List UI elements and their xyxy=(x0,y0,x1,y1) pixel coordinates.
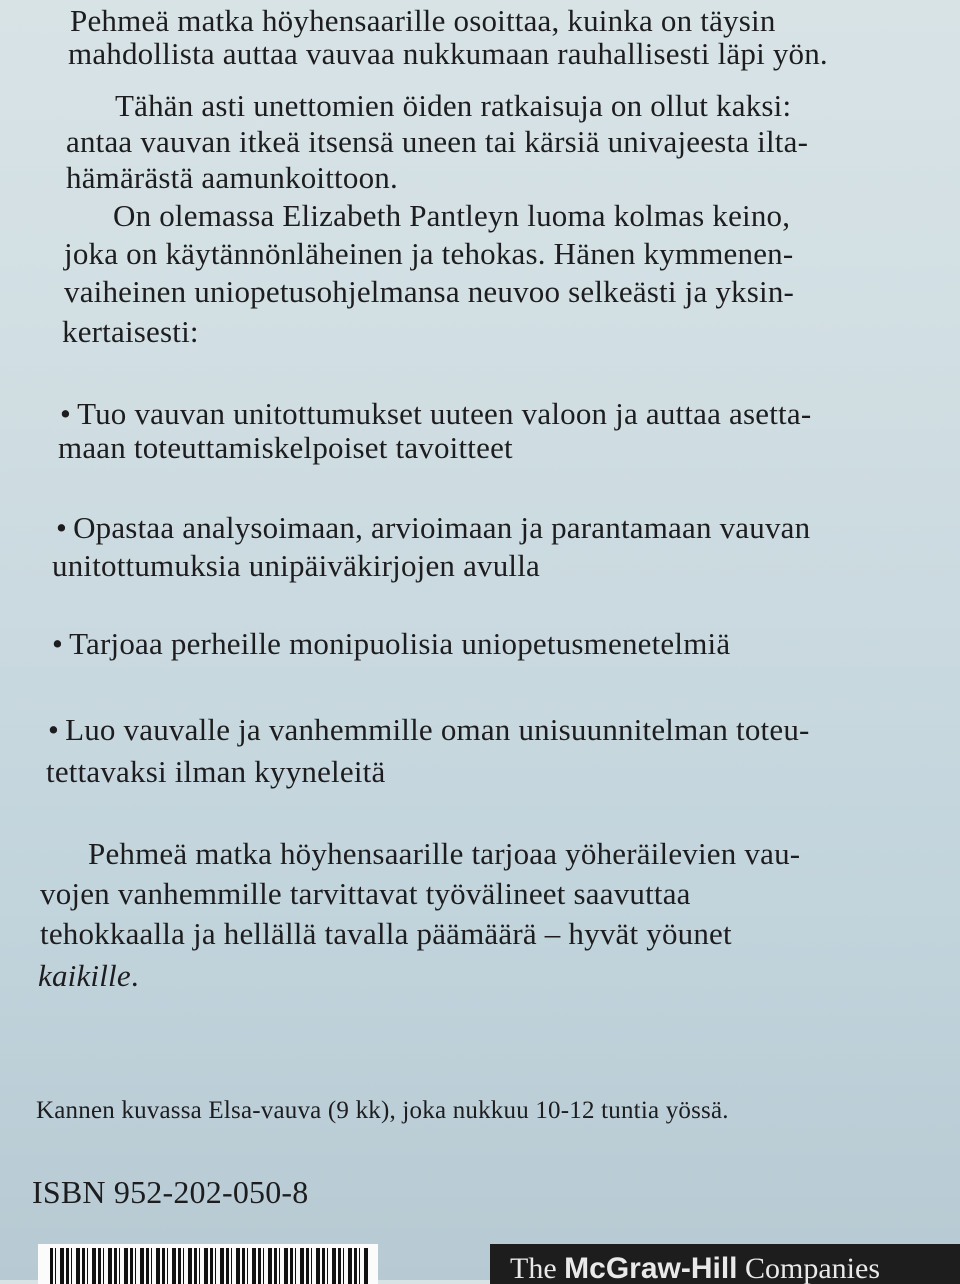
bullet-4-line-2: tettavaksi ilman kyyneleitä xyxy=(46,754,386,789)
bullet-marker: • xyxy=(60,396,72,431)
publisher-suffix: Companies xyxy=(745,1252,881,1284)
paragraph-4-line-2: vojen vanhemmille tarvittavat työvälineet saavuttaa xyxy=(40,876,691,911)
paragraph-4-period: . xyxy=(130,958,139,993)
paragraph-1-line-2: mahdollista auttaa vauvaa nukkumaan rauhallisesti läpi yön. xyxy=(68,36,828,71)
paragraph-3-line-1: On olemassa Elizabeth Pantleyn luoma kolmas keino, xyxy=(113,198,791,233)
bullet-1-line-1 xyxy=(60,398,811,429)
publisher-logo xyxy=(490,1244,960,1284)
bullet-4-line-1 xyxy=(48,714,810,745)
bullet-marker: • xyxy=(52,626,64,661)
bullet-2-line-2: unitottumuksia unipäiväkirjojen avulla xyxy=(52,548,541,583)
cover-caption: Kannen kuvassa Elsa-vauva (9 kk), joka nukkuu 10-12 tuntia yössä. xyxy=(36,1097,729,1124)
publisher-name xyxy=(510,1252,880,1284)
bullet-1-line-2: maan toteuttamiskelpoiset tavoitteet xyxy=(58,430,513,465)
bullet-3-line-1 xyxy=(52,628,730,659)
paragraph-4-line-3: tehokkaalla ja hellällä tavalla päämäärä – hyvät yöunet xyxy=(40,916,732,951)
publisher-brand: McGraw-Hill xyxy=(564,1252,738,1284)
paragraph-4-italic-word: kaikille xyxy=(38,958,131,993)
bullet-3-text: Tarjoaa perheille monipuolisia uniopetusmenetelmiä xyxy=(69,626,731,661)
paragraph-4-line-1: Pehmeä matka höyhensaarille tarjoaa yöheräilevien vau- xyxy=(88,836,801,871)
isbn-number: ISBN 952-202-050-8 xyxy=(32,1174,309,1210)
bullet-2-line-1 xyxy=(56,512,810,543)
bullet-marker: • xyxy=(48,712,60,747)
paragraph-4-line-4 xyxy=(38,960,139,991)
paragraph-2-line-3: hämärästä aamunkoittoon. xyxy=(66,160,398,195)
bullet-4-text: Luo vauvalle ja vanhemmille oman unisuunnitelman toteu- xyxy=(65,712,810,747)
paragraph-3-line-3: vaiheinen uniopetusohjelmansa neuvoo selkeästi ja yksin- xyxy=(64,274,795,309)
bullet-2-text: Opastaa analysoimaan, arvioimaan ja parantamaan vauvan xyxy=(73,510,811,545)
paragraph-3-line-4: kertaisesti: xyxy=(62,314,199,349)
barcode-image xyxy=(38,1244,378,1284)
barcode-bars xyxy=(50,1248,368,1284)
publisher-prefix: The xyxy=(510,1252,557,1284)
paragraph-1-line-1: Pehmeä matka höyhensaarille osoittaa, kuinka on täysin xyxy=(70,3,776,38)
bullet-1-text: Tuo vauvan unitottumukset uuteen valoon ja auttaa asetta- xyxy=(77,396,812,431)
paragraph-3-line-2: joka on käytännönläheinen ja tehokas. Hänen kymmenen- xyxy=(64,236,794,271)
paragraph-2-line-1: Tähän asti unettomien öiden ratkaisuja on ollut kaksi: xyxy=(115,88,792,123)
bullet-marker: • xyxy=(56,510,68,545)
paragraph-2-line-2: antaa vauvan itkeä itsensä uneen tai kärsiä univajeesta ilta- xyxy=(66,124,809,159)
